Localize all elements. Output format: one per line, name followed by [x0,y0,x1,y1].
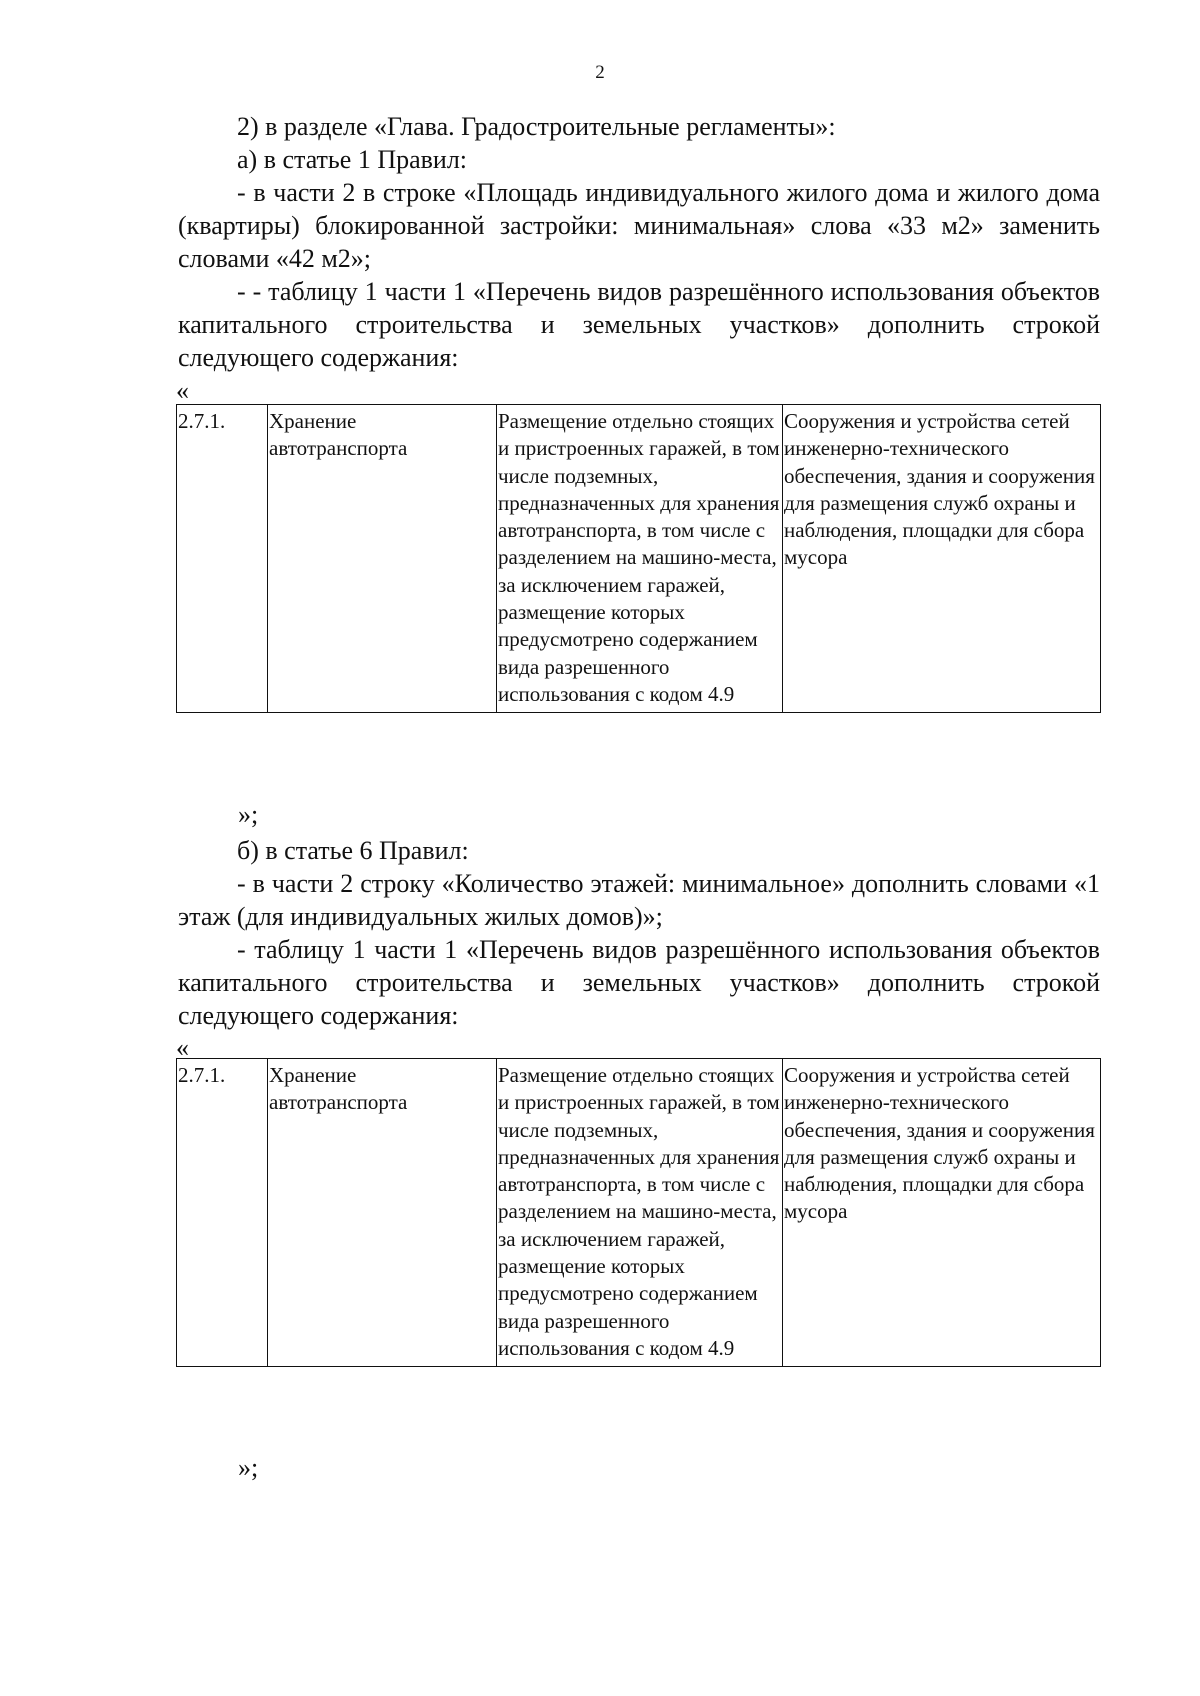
cell-name: Хранение автотранспорта [268,1059,497,1367]
section-header: 2) в разделе «Глава. Градостроительные регламенты»: [237,112,836,141]
article-6-item-2: - таблицу 1 части 1 «Перечень видов разрешённого использования объектов капитального строительства и земельных участков» дополнить строкой следующего содержания: [178,935,1100,1030]
quote-open-2: « [176,1033,189,1062]
cell-permitted: Сооружения и устройства сетей инженерно-технического обеспечения, здания и сооружения для размещения служб охраны и наблюдения, площадки для сбора мусора [783,405,1101,713]
quote-open-1: « [176,376,189,405]
article-1-heading: а) в статье 1 Правил: [237,145,468,174]
cell-code: 2.7.1. [177,405,268,713]
cell-description: Размещение отдельно стоящих и пристроенных гаражей, в том числе подземных, предназначенных для хранения автотранспорта, в том числе с разделением на машино-места, за исключением гаражей, размещение которых предусмотрено содержанием вида разрешенного использования с кодом 4.9 [497,405,783,713]
cell-permitted: Сооружения и устройства сетей инженерно-технического обеспечения, здания и сооружения для размещения служб охраны и наблюдения, площадки для сбора мусора [783,1059,1101,1367]
cell-code: 2.7.1. [177,1059,268,1367]
insert-table-1 [176,404,1101,713]
section-2-text [178,834,1100,1032]
quote-close-2: »; [238,1453,259,1482]
article-1-item-1: - в части 2 в строке «Площадь индивидуального жилого дома и жилого дома (квартиры) блокированной застройки: минимальная» слова «33 м2» заменить словами «42 м2»; [178,178,1100,273]
table-row [177,405,1101,713]
article-6-item-1: - в части 2 строку «Количество этажей: минимальное» дополнить словами «1 этаж (для индивидуальных жилых домов)»; [178,869,1100,931]
insert-table-2 [176,1058,1101,1367]
cell-description: Размещение отдельно стоящих и пристроенных гаражей, в том числе подземных, предназначенных для хранения автотранспорта, в том числе с разделением на машино-места, за исключением гаражей, размещение которых предусмотрено содержанием вида разрешенного использования с кодом 4.9 [497,1059,783,1367]
table-row [177,1059,1101,1367]
article-6-heading: б) в статье 6 Правил: [237,836,469,865]
section-1-text [178,110,1100,374]
page-number: 2 [595,62,605,83]
article-1-item-2: - - таблицу 1 части 1 «Перечень видов разрешённого использования объектов капитального строительства и земельных участков» дополнить строкой следующего содержания: [178,277,1100,372]
cell-name: Хранение автотранспорта [268,405,497,713]
quote-close-1: »; [238,800,259,829]
